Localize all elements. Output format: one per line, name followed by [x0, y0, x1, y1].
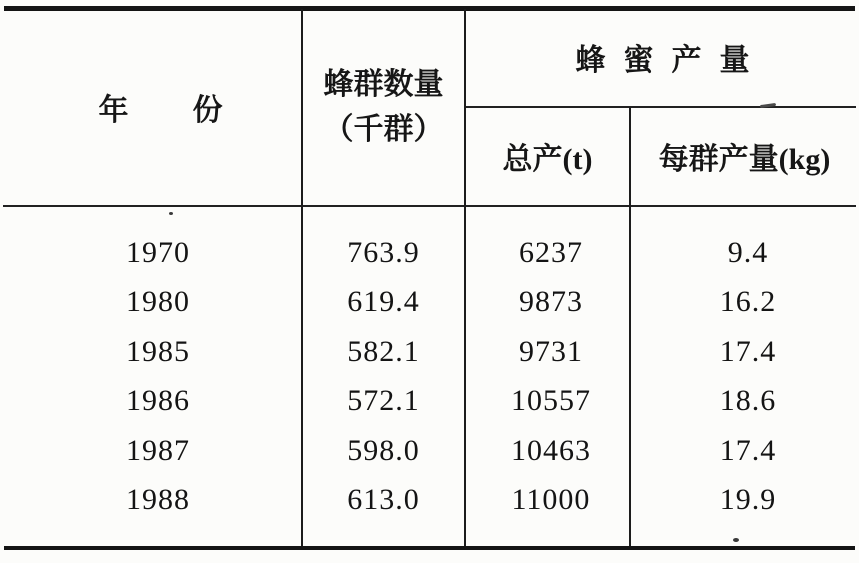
- column-header-colony-count: [303, 8, 464, 205]
- scan-speck: [169, 212, 173, 215]
- colony-count-header-line2: （千群）: [323, 112, 444, 146]
- total-yield-cell: 10557: [511, 384, 591, 418]
- colony-count-cell: 572.1: [347, 384, 420, 418]
- colony-count-header-line1: 蜂群数量: [323, 67, 444, 101]
- year-cell: 1985: [126, 334, 190, 368]
- column-header-honey-yield: [466, 8, 859, 106]
- per-colony-yield-cell: 17.4: [719, 334, 777, 368]
- table-row: [0, 228, 859, 278]
- year-header-label: 年份: [98, 93, 287, 127]
- column-header-per-colony-yield: [630, 106, 859, 205]
- per-colony-yield-cell: 17.4: [719, 433, 777, 467]
- total-yield-cell: 10463: [511, 433, 591, 467]
- colony-count-cell: 582.1: [347, 334, 420, 368]
- per-colony-yield-cell: 16.2: [719, 285, 777, 319]
- table-row: [0, 377, 859, 427]
- per-colony-yield-cell: 19.9: [719, 483, 777, 517]
- column-header-total-yield: [466, 106, 629, 205]
- total-yield-cell: 6237: [519, 235, 583, 269]
- year-cell: 1980: [126, 285, 190, 319]
- per-colony-yield-cell: 9.4: [727, 235, 769, 269]
- table-body: [0, 207, 859, 545]
- year-cell: 1987: [126, 433, 190, 467]
- total-yield-header-label: 总产(t): [502, 142, 593, 176]
- colony-count-cell: 763.9: [347, 235, 420, 269]
- table-row: [0, 426, 859, 476]
- column-header-year: [0, 8, 311, 205]
- per-colony-yield-cell: 18.6: [719, 384, 777, 418]
- total-yield-cell: 11000: [511, 483, 591, 517]
- table-row: [0, 278, 859, 328]
- colony-count-cell: 619.4: [347, 285, 420, 319]
- honey-yield-header-label: 蜂蜜产量: [575, 44, 768, 77]
- per-colony-yield-header-label: 每群产量(kg): [658, 142, 831, 176]
- year-cell: 1970: [126, 235, 190, 269]
- total-yield-cell: 9731: [519, 334, 583, 368]
- year-cell: 1986: [126, 384, 190, 418]
- scan-speck: [733, 538, 739, 542]
- colony-count-cell: 613.0: [347, 483, 420, 517]
- colony-count-cell: 598.0: [347, 433, 420, 467]
- total-yield-cell: 9873: [519, 285, 583, 319]
- table-row: [0, 327, 859, 377]
- table-row: [0, 476, 859, 526]
- table-bottom-border: [4, 546, 855, 550]
- year-cell: 1988: [126, 483, 190, 517]
